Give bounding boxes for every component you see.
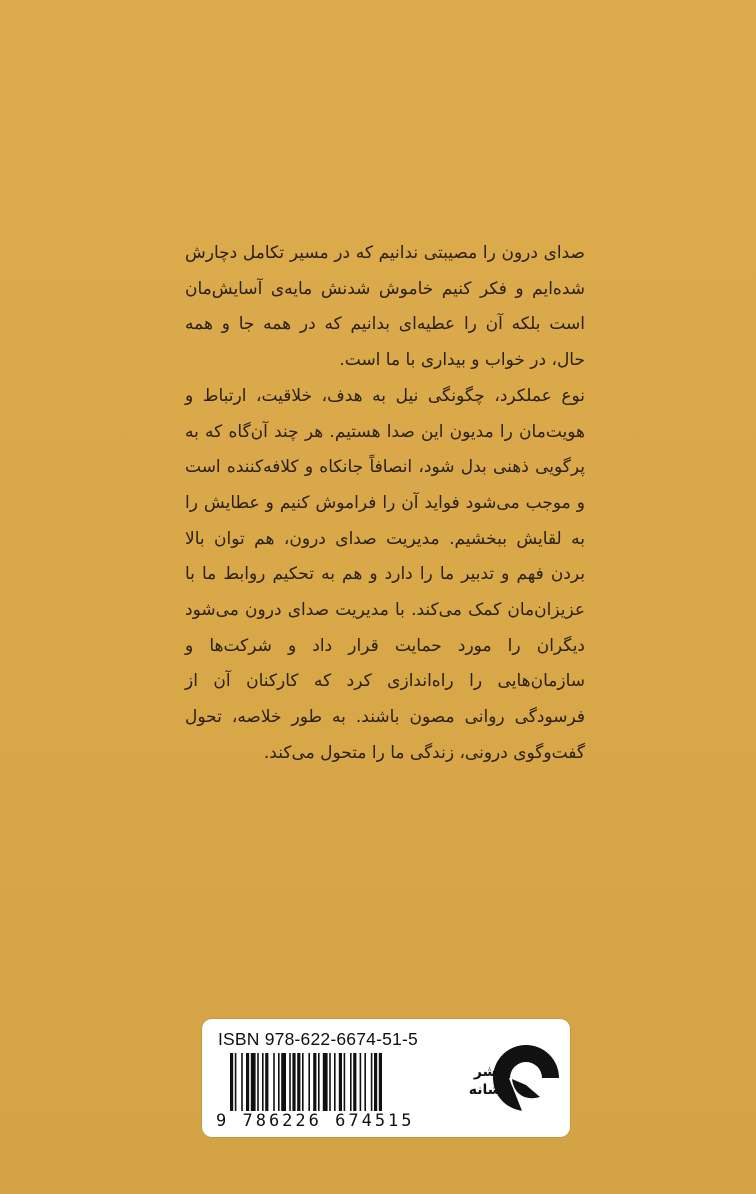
blurb-paragraph-1: صدای درون را مصیبتی ندانیم که در مسیر تکامل دچارش شده‌ایم و فکر کنیم خاموش شدنش مایه‌ی آسایش‌مان است بلکه آن را عطیه‌ای بدانیم که در همه جا و همه حال، در خواب و بیداری با ما است. (185, 243, 585, 371)
blurb-text (185, 236, 585, 772)
publisher-name-line-1: نشر (473, 1064, 503, 1080)
barcode-icon (230, 1053, 430, 1111)
publisher-logo (454, 1035, 560, 1121)
barcode-panel (202, 1019, 570, 1137)
isbn-label: ISBN 978-622-6674-51-5 (218, 1029, 418, 1049)
barcode-digits: 9 786226 674515 (216, 1111, 415, 1131)
publisher-name (468, 1063, 508, 1099)
publisher-name-line-2: نشانه (468, 1082, 508, 1098)
blurb-paragraph-2: نوع عملکرد، چگونگی نیل به هدف، خلاقیت، ارتباط و هویت‌مان را مدیون این صدا هستیم. هر چند آن‌گاه که به پرگویی ذهنی بدل شود، انصافاً جانکاه و کلافه‌کننده است و موجب می‌شود فواید آن را فراموش کنیم و عطایش را به لقایش ببخشیم. مدیریت صدای درون، هم توان بالا بردن فهم و تدبیر ما را دارد و هم به تحکیم روابط ما با عزیزان‌مان کمک می‌کند. با مدیریت صدای درون می‌شود دیگران را مورد حمایت قرار داد و شرکت‌ها و سازمان‌هایی را راه‌اندازی کرد که کارکنان آن از فرسودگی روانی مصون باشند. به طور خلاصه، تحول گفت‌وگوی درونی، زندگی ما را متحول می‌کند. (185, 385, 585, 763)
